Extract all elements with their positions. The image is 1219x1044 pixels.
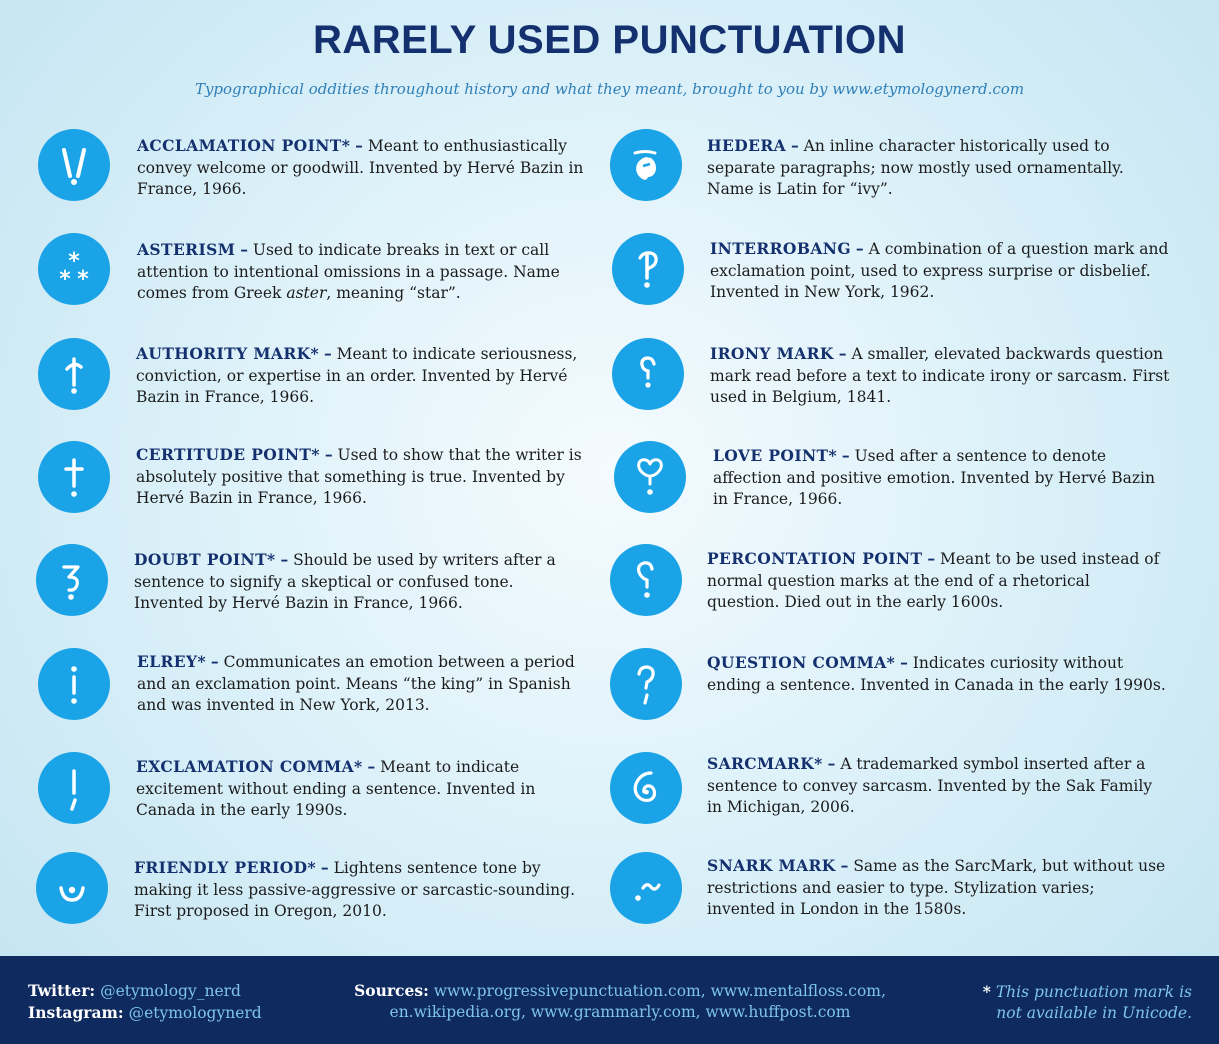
list-item: INTERROBANG – A combination of a question mark and exclamation point, used to express surprise or disbelief. Invented in New York, 1962. xyxy=(710,239,1169,301)
item-name: HEDERA xyxy=(707,136,787,155)
item-name: INTERROBANG xyxy=(710,239,851,258)
item-name: IRONY MARK xyxy=(710,344,834,363)
item-description: Used to indicate breaks in text or call attention to intentional omissions in a passage. Name comes from Greek xyxy=(137,241,560,302)
item-name: CERTITUDE POINT* xyxy=(136,445,320,464)
item-name: FRIENDLY PERIOD* xyxy=(134,858,316,877)
item-name: SARCMARK* xyxy=(707,754,823,773)
love-point-icon xyxy=(614,441,686,513)
item-emphasis: aster xyxy=(286,284,327,302)
unicode-note xyxy=(940,981,1192,1024)
instagram-label: Instagram: xyxy=(28,1003,124,1022)
sources-label: Sources: xyxy=(354,981,429,1000)
item-description: Indicates curiosity without ending a sentence. Invented in Canada in the early 1990s. xyxy=(707,654,1166,694)
sources-line-2[interactable]: en.wikipedia.org, www.grammarly.com, www.huffpost.com xyxy=(389,1003,851,1021)
item-name: ACCLAMATION POINT* xyxy=(137,136,351,155)
twitter-label: Twitter: xyxy=(28,981,96,1000)
list-item: SARCMARK* – A trademarked symbol inserted after a sentence to convey sarcasm. Invented by the Sak Family in Michigan, 2006. xyxy=(707,754,1153,816)
item-description: Meant to indicate excitement without ending a sentence. Invented in Canada in the early 1990s. xyxy=(136,758,536,819)
list-item: HEDERA – An inline character historically used to separate paragraphs; now mostly used ornamentally. Name is Latin for “ivy”. xyxy=(707,136,1124,198)
list-item: FRIENDLY PERIOD* – Lightens sentence tone by making it less passive-aggressive or sarcastic-sounding. First proposed in Oregon, 2010. xyxy=(134,858,576,920)
list-item: AUTHORITY MARK* – Meant to indicate seriousness, conviction, or expertise in an order. Invented by Hervé Bazin in France, 1966. xyxy=(136,344,578,406)
item-name: LOVE POINT* xyxy=(713,446,837,465)
item-name: SNARK MARK xyxy=(707,856,836,875)
list-item: EXCLAMATION COMMA* – Meant to indicate excitement without ending a sentence. Invented in Canada in the early 1990s. xyxy=(136,757,536,819)
interrobang-icon xyxy=(612,233,684,305)
item-description: Same as the SarcMark, but without use restrictions and easier to type. Stylization varies; invented in London in the 1580s. xyxy=(707,857,1166,918)
item-description: Communicates an emotion between a period and an exclamation point. Means “the king” in Spanish and was invented in New York, 2013. xyxy=(137,653,575,714)
item-description: A combination of a question mark and exclamation point, used to express surprise or disbelief. Invented in New York, 1962. xyxy=(710,240,1169,301)
item-description: Lightens sentence tone by making it less passive-aggressive or sarcastic-sounding. First proposed in Oregon, 2010. xyxy=(134,859,576,920)
sarcmark-icon xyxy=(610,752,682,824)
list-item: ACCLAMATION POINT* – Meant to enthusiastically convey welcome or goodwill. Invented by Hervé Bazin in France, 1966. xyxy=(137,136,584,198)
item-description-end: , meaning “star”. xyxy=(326,284,461,302)
svg-text:*: * xyxy=(59,267,71,292)
irony-mark-icon xyxy=(612,338,684,410)
page-subtitle: Typographical oddities throughout history and what they meant, brought to you by www.etymologynerd.com xyxy=(194,80,1025,98)
note-star: * xyxy=(982,982,991,1001)
exclamation-comma-icon xyxy=(38,752,110,824)
svg-text:*: * xyxy=(68,249,80,274)
note-line-2: not available in Unicode. xyxy=(996,1004,1192,1022)
item-description: Meant to indicate seriousness, conviction, or expertise in an order. Invented by Hervé Bazin in France, 1966. xyxy=(136,345,578,406)
item-name: AUTHORITY MARK* xyxy=(136,344,319,363)
item-name: DOUBT POINT* xyxy=(134,550,276,569)
social-links xyxy=(28,980,262,1024)
item-description: Should be used by writers after a sentence to signify a skeptical or confused tone. Invented by Hervé Bazin in France, 1966. xyxy=(134,551,556,612)
sources xyxy=(300,980,940,1023)
doubt-point-icon xyxy=(36,544,108,616)
asterism-icon xyxy=(38,233,110,305)
page-title: RARELY USED PUNCTUATION xyxy=(312,18,907,62)
acclamation-point-icon xyxy=(38,129,110,201)
footer xyxy=(0,956,1219,1044)
item-description: Used after a sentence to denote affection and positive emotion. Invented by Hervé Bazin in France, 1966. xyxy=(713,447,1155,508)
list-item: ASTERISM – Used to indicate breaks in text or call attention to intentional omissions in a passage. Name comes from Greek aster, meaning “star”. xyxy=(137,240,560,302)
snark-mark-icon xyxy=(610,852,682,924)
item-description: Used to show that the writer is absolutely positive that something is true. Invented by Hervé Bazin in France, 1966. xyxy=(136,446,582,507)
item-name: ASTERISM xyxy=(137,240,236,259)
item-description: An inline character historically used to separate paragraphs; now mostly used ornamentally. Name is Latin for “ivy”. xyxy=(707,137,1124,198)
hedera-icon xyxy=(610,129,682,201)
list-item: QUESTION COMMA* – Indicates curiosity without ending a sentence. Invented in Canada in the early 1990s. xyxy=(707,653,1166,694)
question-comma-icon xyxy=(610,648,682,720)
authority-mark-icon xyxy=(38,338,110,410)
note-line-1: This punctuation mark is xyxy=(995,983,1192,1001)
item-name: PERCONTATION POINT xyxy=(707,549,923,568)
percontation-point-icon xyxy=(610,544,682,616)
list-item: DOUBT POINT* – Should be used by writers after a sentence to signify a skeptical or confused tone. Invented by Hervé Bazin in France, 1966. xyxy=(134,550,556,612)
twitter-handle[interactable]: @etymology_nerd xyxy=(100,982,241,1000)
item-description: Meant to enthusiastically convey welcome or goodwill. Invented by Hervé Bazin in France, 1966. xyxy=(137,137,584,198)
sources-line-1[interactable]: www.progressivepunctuation.com, www.mentalfloss.com, xyxy=(433,982,886,1000)
item-name: ELREY* xyxy=(137,652,206,671)
list-item: LOVE POINT* – Used after a sentence to denote affection and positive emotion. Invented by Hervé Bazin in France, 1966. xyxy=(713,446,1155,508)
list-item: PERCONTATION POINT – Meant to be used instead of normal question marks at the end of a rhetorical question. Died out in the early 1600s. xyxy=(707,549,1160,611)
item-description: A trademarked symbol inserted after a sentence to convey sarcasm. Invented by the Sak Family in Michigan, 2006. xyxy=(707,755,1153,816)
list-item: SNARK MARK – Same as the SarcMark, but without use restrictions and easier to type. Stylization varies; invented in London in the 1580s. xyxy=(707,856,1166,918)
item-description: A smaller, elevated backwards question mark read before a text to indicate irony or sarcasm. First used in Belgium, 1841. xyxy=(710,345,1170,406)
elrey-icon xyxy=(38,648,110,720)
certitude-point-icon xyxy=(38,441,110,513)
svg-text:*: * xyxy=(77,267,89,292)
list-item: ELREY* – Communicates an emotion between a period and an exclamation point. Means “the king” in Spanish and was invented in New York, 2013. xyxy=(137,652,575,714)
list-item: CERTITUDE POINT* – Used to show that the writer is absolutely positive that something is true. Invented by Hervé Bazin in France, 1966. xyxy=(136,445,582,507)
item-name: EXCLAMATION COMMA* xyxy=(136,757,363,776)
list-item: IRONY MARK – A smaller, elevated backwards question mark read before a text to indicate irony or sarcasm. First used in Belgium, 1841. xyxy=(710,344,1170,406)
friendly-period-icon xyxy=(36,852,108,924)
instagram-handle[interactable]: @etymologynerd xyxy=(128,1004,262,1022)
item-name: QUESTION COMMA* xyxy=(707,653,896,672)
item-description: Meant to be used instead of normal question marks at the end of a rhetorical question. Died out in the early 1600s. xyxy=(707,550,1160,611)
